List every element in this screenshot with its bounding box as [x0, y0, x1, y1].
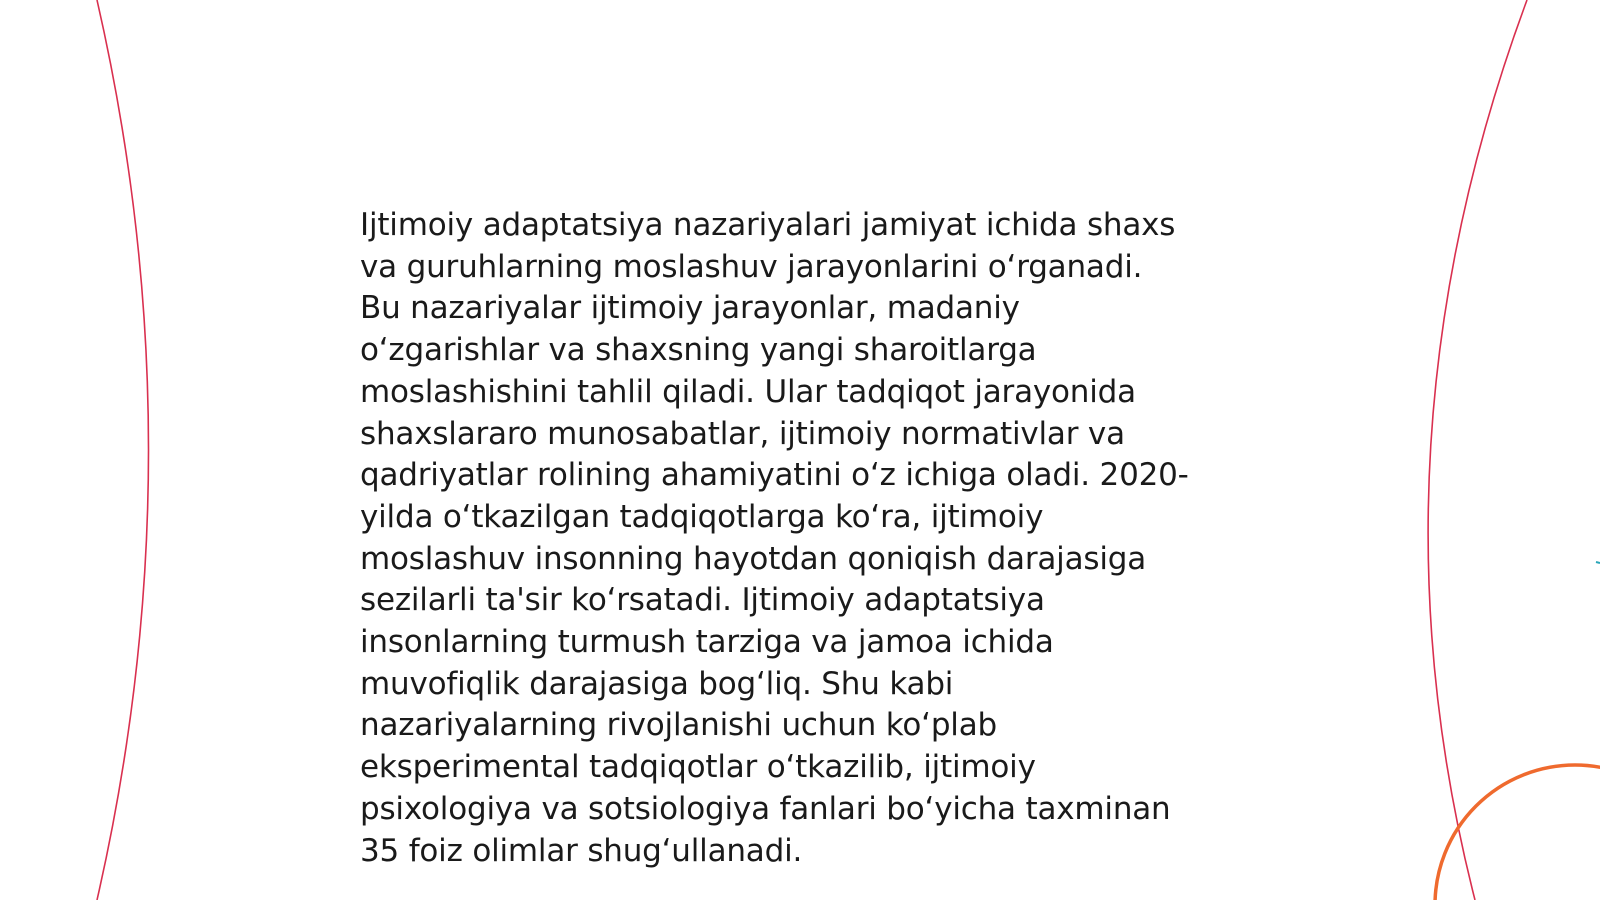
paragraph-line: 35 foiz olimlar shugʻullanadi.: [360, 832, 803, 869]
paragraph-line: insonlarning turmush tarziga va jamoa ichida: [360, 624, 1054, 661]
paragraph-line: muvofiqlik darajasiga bogʻliq. Shu kabi: [360, 665, 954, 702]
paragraph-line: nazariyalarning rivojlanishi uchun koʻplab: [360, 707, 997, 744]
paragraph-line: Ijtimoiy adaptatsiya nazariyalari jamiyat ichida shaxs: [360, 207, 1176, 243]
paragraph-line: sezilarli ta'sir koʻrsatadi. Ijtimoiy adaptatsiya: [360, 582, 1045, 619]
paragraph-line: va guruhlarning moslashuv jarayonlarini oʻrganadi.: [360, 248, 1143, 285]
body-paragraph: [360, 205, 1240, 872]
paragraph-line: moslashishini tahlil qiladi. Ular tadqiqot jarayonida: [360, 373, 1136, 410]
paragraph-line: qadriyatlar rolining ahamiyatini oʻz ichiga oladi. 2020-: [360, 457, 1189, 494]
paragraph-line: yilda oʻtkazilgan tadqiqotlarga koʻra, ijtimoiy: [360, 498, 1044, 535]
paragraph-line: shaxslararo munosabatlar, ijtimoiy normativlar va: [360, 415, 1125, 452]
paragraph-line: moslashuv insonning hayotdan qoniqish darajasiga: [360, 540, 1147, 577]
right-curve: [1428, 0, 1527, 900]
paragraph-line: oʻzgarishlar va shaxsning yangi sharoitlarga: [360, 332, 1037, 369]
paragraph-line: eksperimental tadqiqotlar oʻtkazilib, ijtimoiy: [360, 749, 1036, 786]
paragraph-line: psixologiya va sotsiologiya fanlari boʻyicha taxminan: [360, 790, 1171, 827]
paragraph-line: Bu nazariyalar ijtimoiy jarayonlar, madaniy: [360, 290, 1020, 327]
left-curve: [97, 0, 149, 900]
teal-accent-mark: [1596, 562, 1600, 563]
